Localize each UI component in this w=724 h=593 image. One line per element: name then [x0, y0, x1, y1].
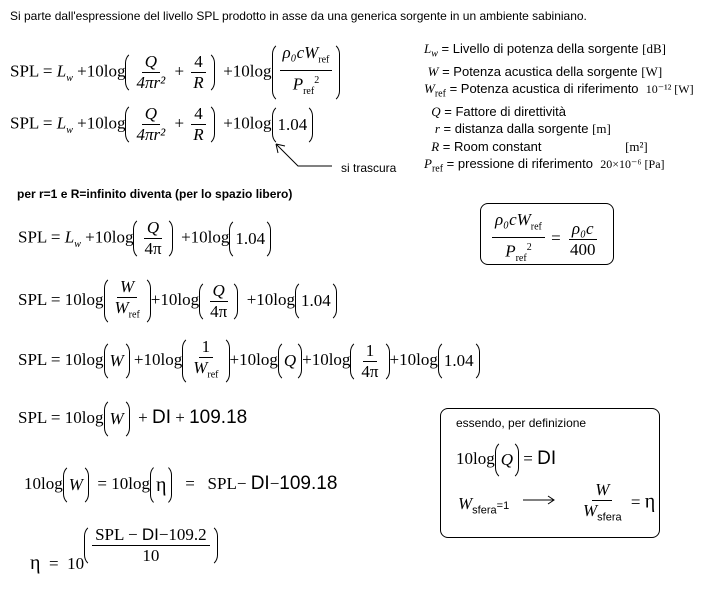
definition-eta: $\frac{W}{W_{sfera}}$ = η	[583, 480, 656, 524]
equation-4: SPL = 10log $\frac{W}{W_{ref}}$ +10log $\frac{Q}{4\pi}$ +10log 1.04	[18, 276, 337, 326]
equation-2: SPL = $L_w +10\log$ $\frac{Q}{\text{4πr²}}$ + $\frac{4}{R}$ +10log 1.04	[10, 103, 313, 146]
legend-row: W = Potenza acustica della sorgente [W]	[427, 63, 663, 79]
definition-title: essendo, per definizione	[456, 416, 587, 430]
arrow-right-icon	[522, 494, 556, 506]
legend-row: R = Room constant [m²]	[431, 138, 648, 154]
legend-row: $L_w$ = Livello di potenza della sorgente [dB]	[424, 41, 666, 60]
definition-wsfera: $W_{sfera}=1$	[458, 494, 510, 517]
equation-6: SPL = 10log W + DI + 109.18	[18, 398, 247, 440]
equation-5: SPL = 10log W +10log $\frac{1}{W_{ref}}$ +10log Q +10log $\frac{1}{4\pi}$ +10log 1.04	[18, 336, 480, 386]
rho-equation: $\frac{\rho_0cW_{ref}}{P_{ref}^2}$ = $\frac{\text{ρ₀c}}{400}$	[490, 210, 600, 269]
intro-text: Si parte dall'espressione del livello SPL prodotto in asse da una generica sorgente in un ambiente sabiniano.	[10, 9, 587, 23]
legend-row: r = distanza dalla sorgente [m]	[434, 121, 611, 137]
equation-8: η = 10 $\frac{\text{SPL − DI−109.2}}{10}$	[30, 530, 218, 573]
equation-1: SPL = $L_w +10\log$ $\frac{Q}{\text{4πr²}}$ + $\frac{4}{R}$ +10log $\frac{\rho_0cW_{ref}}{P_{ref}^2}$	[10, 42, 340, 103]
free-space-heading: per r=1 e R=infinito diventa (per lo spazio libero)	[17, 187, 293, 201]
legend	[424, 40, 694, 178]
equation-3: SPL = $L_w +10\log$ $\frac{Q}{4\pi}$ +10log 1.04	[18, 217, 271, 260]
equation-7: 10log W = 10log η = SPL− DI−109.18	[24, 464, 337, 506]
legend-row: $P_{ref}$ = pressione di riferimento 20×10⁻⁶ [Pa]	[424, 155, 665, 175]
legend-row: Q = Fattore di direttività	[431, 104, 566, 120]
definition-di: 10log Q = DI	[456, 440, 556, 480]
arrow-icon	[270, 140, 340, 174]
annotation-trascura: si trascura	[341, 161, 397, 175]
legend-row: $W_{ref}$ = Potenza acustica di riferimento 10⁻¹² [W]	[424, 81, 694, 100]
